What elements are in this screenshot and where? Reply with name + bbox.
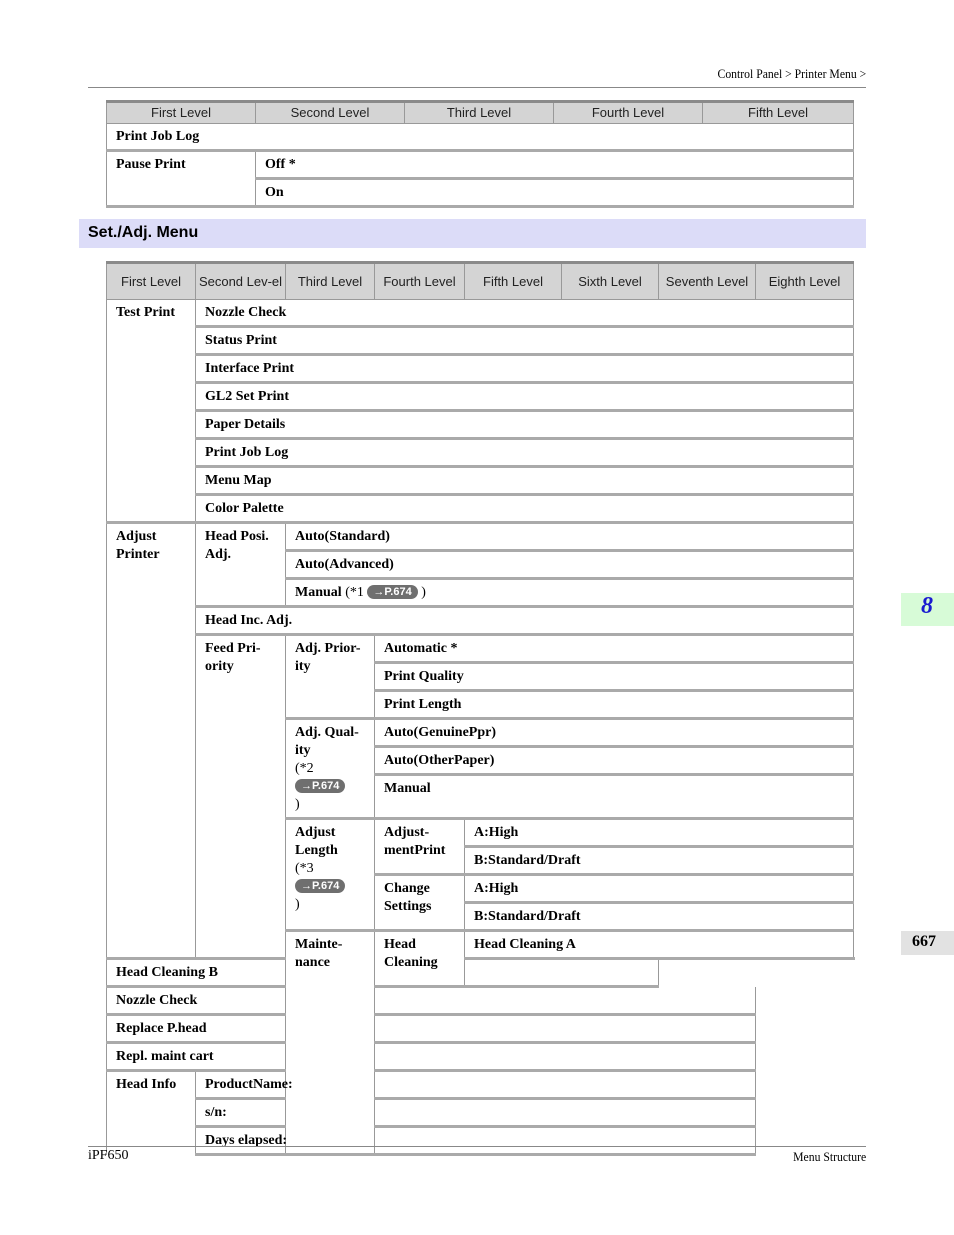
- menu-option-product-name: ProductName:: [196, 1071, 756, 1099]
- menu-item-head-posi-adj: Head Posi. Adj.: [196, 523, 286, 607]
- footer-model: iPF650: [88, 1148, 129, 1163]
- column-header: Second Lev-el: [196, 263, 286, 300]
- column-header: Eighth Level: [756, 263, 854, 300]
- menu-item-interface-print: Interface Print: [196, 355, 854, 383]
- menu-item-print-job-log: Print Job Log: [196, 439, 854, 467]
- section-header: [79, 219, 866, 248]
- menu-item-menu-map: Menu Map: [196, 467, 854, 495]
- menu-item-adjust-length: [286, 819, 375, 931]
- footnote-2: (*2: [295, 761, 314, 776]
- footnote-3: (*3: [295, 861, 314, 876]
- menu-option-head-cleaning-b: Head Cleaning B: [107, 959, 659, 987]
- footer-section: Menu Structure: [792, 1149, 866, 1164]
- page-reference-link[interactable]: →P.674: [367, 585, 417, 599]
- page-reference-link[interactable]: →P.674: [295, 779, 345, 793]
- column-header: Fourth Level: [554, 102, 703, 124]
- menu-option-a-high: A:High: [465, 875, 854, 903]
- column-header: Third Level: [286, 263, 375, 300]
- menu-item-change-settings: Change Settings: [375, 875, 465, 931]
- column-header: Seventh Level: [659, 263, 756, 300]
- column-header: First Level: [107, 102, 256, 124]
- chapter-number: 8: [921, 593, 933, 619]
- menu-option-a-high: A:High: [465, 819, 854, 847]
- menu-item-replace-phead: Replace P.head: [107, 1015, 756, 1043]
- adjust-length-label: Adjust Length: [295, 825, 338, 858]
- column-header: Third Level: [405, 102, 554, 124]
- printer-menu-table: [106, 100, 854, 208]
- page-number-tab: [901, 931, 954, 955]
- section-title: Set./Adj. Menu: [88, 224, 199, 241]
- footer-rule: [88, 1146, 866, 1147]
- column-header: First Level: [107, 263, 196, 300]
- menu-item-adjust-printer: Adjust Printer: [107, 523, 196, 959]
- breadcrumb: Control Panel > Printer Menu >: [717, 66, 866, 81]
- menu-item-feed-priority: Feed Pri- ority: [196, 635, 286, 959]
- adj-quality-label: Adj. Qual- ity: [295, 725, 359, 758]
- manual-label: Manual: [295, 585, 342, 600]
- menu-option-serial-number: s/n:: [196, 1099, 756, 1127]
- menu-item-head-cleaning: Head Cleaning: [375, 931, 465, 987]
- menu-item-test-print: Test Print: [107, 300, 196, 523]
- menu-option-b-standard-draft: B:Standard/Draft: [465, 903, 854, 931]
- page-number: 667: [912, 933, 936, 950]
- menu-item-maintenance: Mainte- nance: [286, 931, 375, 1155]
- menu-item-status-print: Status Print: [196, 327, 854, 355]
- menu-option-manual: Manual: [375, 775, 854, 819]
- menu-item-print-job-log: Print Job Log: [107, 124, 854, 151]
- menu-item-color-palette: Color Palette: [196, 495, 854, 523]
- menu-option-on: On: [256, 179, 854, 207]
- column-header: Second Level: [256, 102, 405, 124]
- menu-item-gl2-set-print: GL2 Set Print: [196, 383, 854, 411]
- menu-item-head-info: Head Info: [107, 1071, 196, 1155]
- menu-option-off: Off *: [256, 151, 854, 179]
- set-adj-menu-table: [106, 261, 854, 1156]
- menu-item-adjustment-print: Adjust- mentPrint: [375, 819, 465, 875]
- header-rule: [88, 87, 866, 88]
- column-header: Fifth Level: [703, 102, 854, 124]
- menu-option-head-cleaning-a: Head Cleaning A: [465, 931, 854, 959]
- menu-option-print-length: Print Length: [375, 691, 854, 719]
- menu-option-auto-standard: Auto(Standard): [286, 523, 854, 551]
- menu-item-adj-priority: Adj. Prior- ity: [286, 635, 375, 719]
- close-paren: ): [295, 897, 300, 912]
- menu-item-nozzle-check: Nozzle Check: [107, 987, 756, 1015]
- menu-item-adj-quality: [286, 719, 375, 819]
- menu-option-manual: [286, 579, 854, 607]
- close-paren: ): [421, 585, 426, 600]
- footnote-1: (*1: [345, 585, 364, 600]
- menu-item-nozzle-check: Nozzle Check: [196, 300, 854, 327]
- menu-option-print-quality: Print Quality: [375, 663, 854, 691]
- menu-item-paper-details: Paper Details: [196, 411, 854, 439]
- menu-item-repl-maint-cart: Repl. maint cart: [107, 1043, 756, 1071]
- column-header: Fifth Level: [465, 263, 562, 300]
- menu-item-pause-print: Pause Print: [107, 151, 256, 207]
- menu-option-auto-advanced: Auto(Advanced): [286, 551, 854, 579]
- menu-option-b-standard-draft: B:Standard/Draft: [465, 847, 854, 875]
- menu-item-head-inc-adj: Head Inc. Adj.: [196, 607, 854, 635]
- column-header: Fourth Level: [375, 263, 465, 300]
- menu-option-days-elapsed: Days elapsed:: [196, 1127, 756, 1155]
- close-paren: ): [295, 797, 300, 812]
- menu-option-auto-genuine: Auto(GenuinePpr): [375, 719, 854, 747]
- column-header: Sixth Level: [562, 263, 659, 300]
- menu-option-automatic: Automatic *: [375, 635, 854, 663]
- menu-option-auto-other: Auto(OtherPaper): [375, 747, 854, 775]
- chapter-tab[interactable]: [901, 593, 954, 626]
- page-reference-link[interactable]: →P.674: [295, 879, 345, 893]
